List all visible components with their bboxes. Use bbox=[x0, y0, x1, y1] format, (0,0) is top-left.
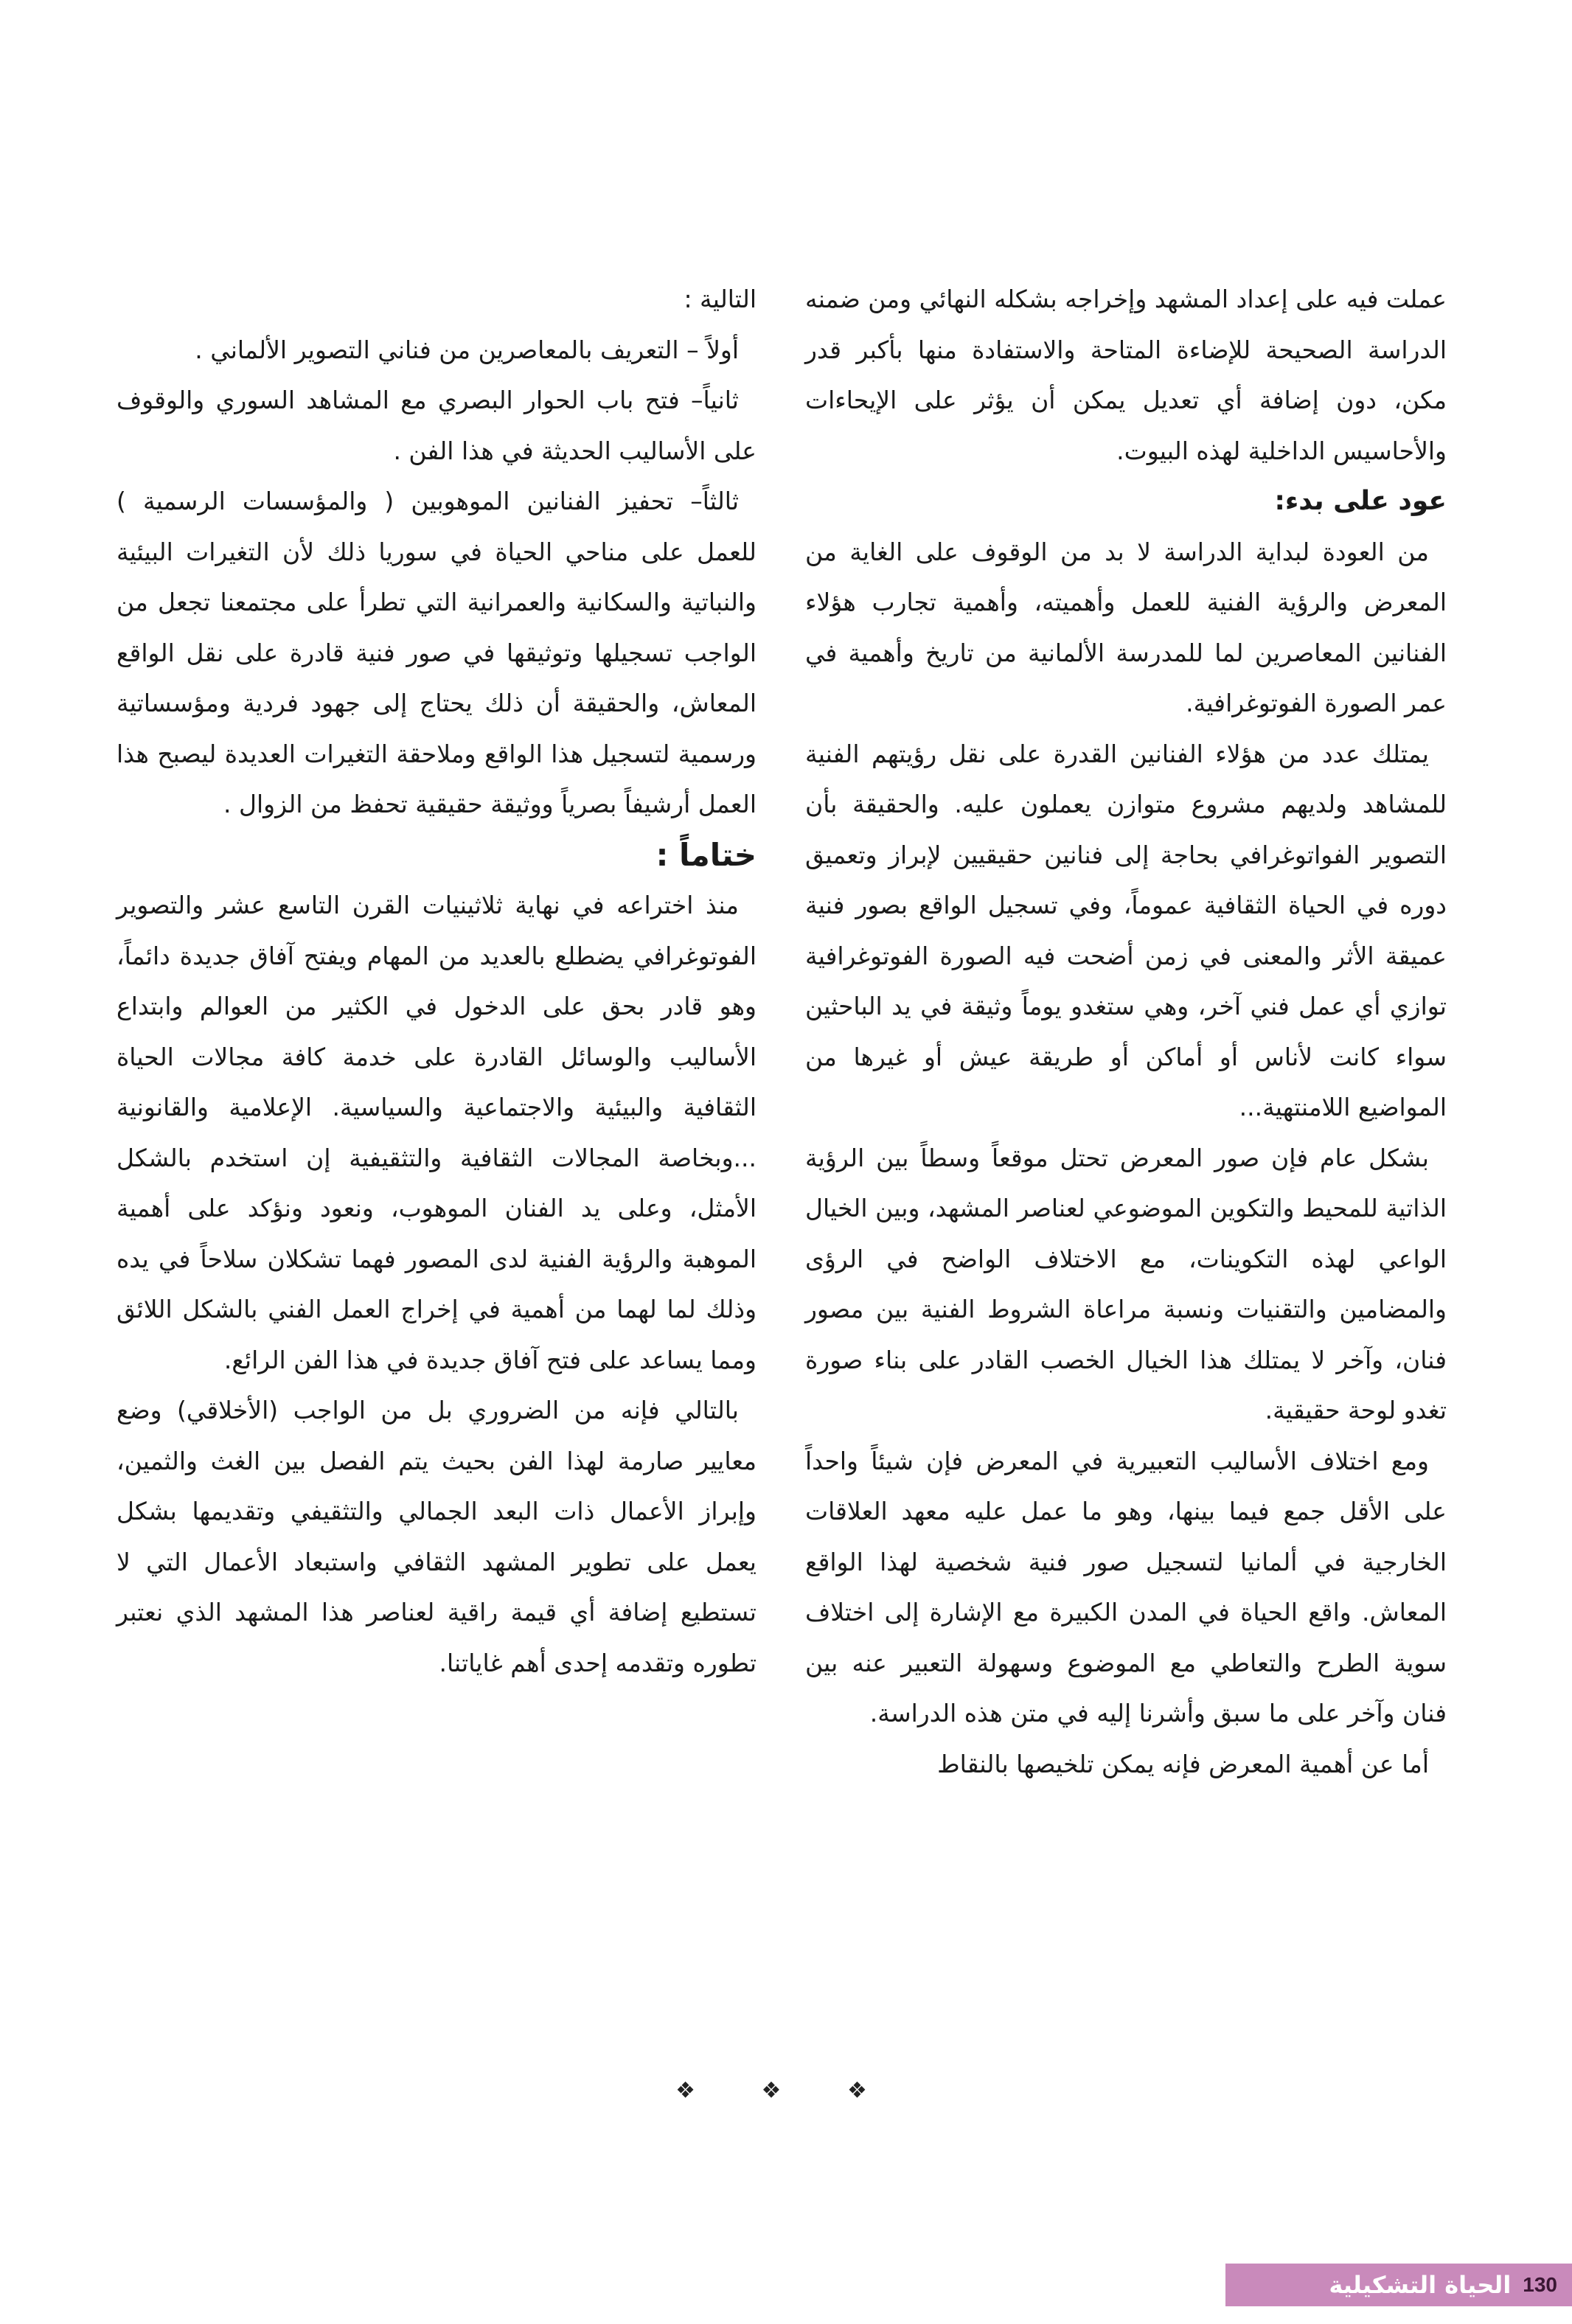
list-point: أولاً – التعريف بالمعاصرين من فناني التصوير الألماني . bbox=[195, 335, 739, 364]
left-column bbox=[116, 274, 757, 1688]
magazine-title: الحياة التشكيلية bbox=[1329, 2271, 1512, 2299]
page-number: 130 bbox=[1523, 2273, 1557, 2296]
right-column bbox=[805, 274, 1447, 1789]
list-point: ثانياً– فتح باب الحوار البصري مع المشاهد السوري والوقوف على الأساليب الحديثة في هذا الفن . bbox=[116, 386, 757, 465]
page-footer bbox=[1225, 2264, 1572, 2306]
list-point: ثالثاً– تحفيز الفنانين الموهوبين ( والمؤسسات الرسمية ) للعمل على مناحي الحياة في سوريا ذلك لأن التغيرات البيئية والنباتية والسكانية والعمرانية التي تطرأ على مجتمعنا تجعل من الواجب تسجيلها وتوثيقها في صور فنية قادرة على نقل الواقع المعاش، والحقيقة أن ذلك يحتاج إلى جهود فردية ومؤسساتية ورسمية لتسجيل هذا الواقع وملاحقة التغيرات العديدة ليصبح هذا العمل أرشيفاً بصرياً ووثيقة حقيقية تحفظ من الزوال . bbox=[116, 487, 757, 818]
body-paragraph: أما عن أهمية المعرض فإنه يمكن تلخيصها بالنقاط bbox=[937, 1749, 1429, 1778]
continuation-text: التالية : bbox=[684, 285, 757, 313]
intro-paragraph: عملت فيه على إعداد المشهد وإخراجه بشكله النهائي ومن ضمنه الدراسة الصحيحة للإضاءة المتاحة والاستفادة منها بأكبر قدر مكن، دون إضافة أي تعديل يمكن أن يؤثر على الإيحاءات والأحاسيس الداخلية لهذه البيوت. bbox=[805, 285, 1447, 465]
body-paragraph: يمتلك عدد من هؤلاء الفنانين القدرة على نقل رؤيتهم الفنية للمشاهد ولديهم مشروع متوازن يعملون عليه. والحقيقة بأن التصوير الفواتوغرافي بحاجة إلى فنانين حقيقيين لإبراز وتعميق دوره في الحياة الثقافية عموماً، وفي تسجيل الواقع بصور فنية عميقة الأثر والمعنى في زمن أضحت فيه الصورة الفوتوغرافية توازي أي عمل فني آخر، وهي ستغدو يوماً وثيقة في يد الباحثين سواء كانت لأناس أو أماكن أو طريقة عيش أو غيرها من المواضيع اللامنتهية... bbox=[805, 739, 1447, 1121]
body-paragraph: ومع اختلاف الأساليب التعبيرية في المعرض فإن شيئاً واحداً على الأقل جمع فيما بينها، وهو ما عمل عليه معهد العلاقات الخارجية في ألمانيا لتسجيل صور فنية شخصية لهذا الواقع المعاش. واقع الحياة في المدن الكبيرة مع الإشارة إلى اختلاف سوية الطرح والتعاطي مع الموضوع وسهولة التعبير عنه بين فنان وآخر على ما سبق وأشرنا إليه في متن هذه الدراسة. bbox=[805, 1446, 1447, 1728]
section-heading-back-to-start: عود على بدء: bbox=[1274, 486, 1447, 516]
body-paragraph: منذ اختراعه في نهاية ثلاثينيات القرن التاسع عشر والتصوير الفوتوغرافي يضطلع بالعديد من المهام ويفتح آفاق جديدة دائماً، وهو قادر بحق على الدخول في الكثير من العوالم وابتداع الأساليب والوسائل القادرة على خدمة كافة مجالات الحياة الثقافية والبيئية والاجتماعية والسياسية. الإعلامية والقانونية ...وبخاصة المجالات الثقافية والتثقيفية إن استخدم بالشكل الأمثل، وعلى يد الفنان الموهوب، ونعود ونؤكد على أهمية الموهبة والرؤية الفنية لدى المصور فهما تشكلان سلاحاً في يده وذلك لما لهما من أهمية في إخراج العمل الفني بالشكل اللائق ومما يساعد على فتح آفاق جديدة في هذا الفن الرائع. bbox=[116, 891, 757, 1374]
section-end-ornament: ❖ ❖ ❖ bbox=[675, 2078, 897, 2104]
body-paragraph: بالتالي فإنه من الضروري بل من الواجب (الأخلاقي) وضع معايير صارمة لهذا الفن بحيث يتم الفصل بين الغث والثمين، وإبراز الأعمال ذات البعد الجمالي والتثقيفي وتقديمها بشكل يعمل على تطوير المشهد الثقافي واستبعاد الأعمال التي لا تستطيع إضافة أي قيمة راقية لعناصر هذا المشهد الذي نعتبر تطوره وتقدمه إحدى أهم غاياتنا. bbox=[116, 1396, 757, 1677]
body-paragraph: من العودة لبداية الدراسة لا بد من الوقوف على الغاية من المعرض والرؤية الفنية للعمل وأهميته، وأهمية تجارب هؤلاء الفنانين المعاصرين لما للمدرسة الألمانية من تاريخ وأهمية في عمر الصورة الفوتوغرافية. bbox=[805, 537, 1447, 717]
section-heading-conclusion: ختاماً : bbox=[655, 836, 757, 873]
body-paragraph: بشكل عام فإن صور المعرض تحتل موقعاً وسطاً بين الرؤية الذاتية للمحيط والتكوين الموضوعي لعناصر المشهد، وبين الخيال الواعي لهذه التكوينات، مع الاختلاف الواضح في الرؤى والمضامين والتقنيات ونسبة مراعاة الشروط الفنية بين مصور فنان، وآخر لا يمتلك هذا الخيال الخصب القادر على بناء صورة تغدو لوحة حقيقية. bbox=[805, 1143, 1447, 1424]
